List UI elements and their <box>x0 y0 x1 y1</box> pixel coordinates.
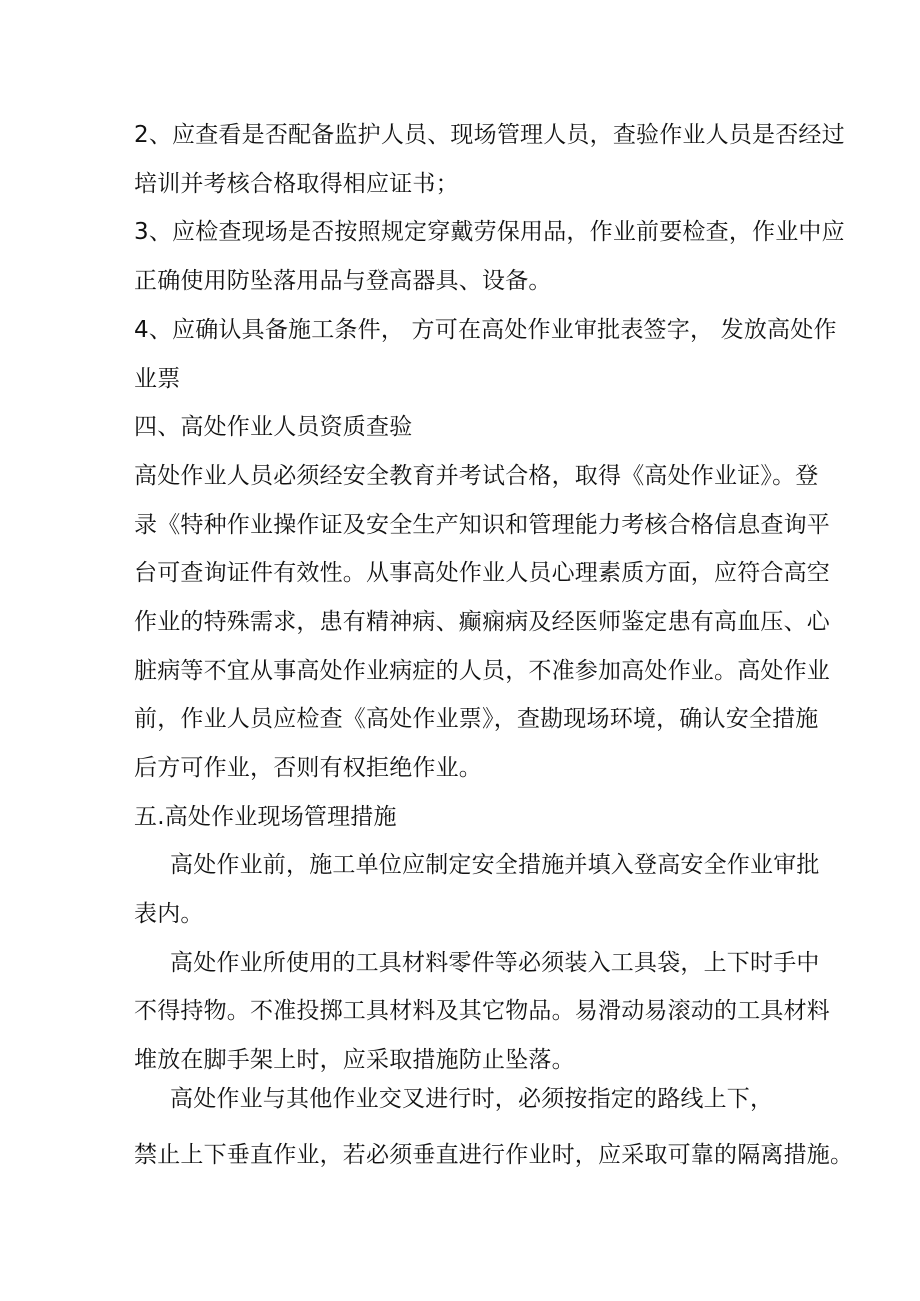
text-line: 4、应确认具备施工条件， 方可在高处作业审批表签字， 发放高处作 <box>134 317 837 343</box>
text-line: 后方可作业，否则有权拒绝作业。 <box>134 755 482 781</box>
section-heading: 四、高处作业人员资质查验 <box>134 414 413 440</box>
text-line: 正确使用防坠落用品与登高器具、设备。 <box>134 268 552 294</box>
text-line: 3、应检查现场是否按照规定穿戴劳保用品，作业前要检查，作业中应 <box>134 219 845 245</box>
text-line: 作业的特殊需求，患有精神病、癫痫病及经医师鉴定患有高血压、心 <box>134 609 830 635</box>
text-line: 高处作业人员必须经安全教育并考试合格，取得《高处作业证》。登 <box>134 463 819 489</box>
text-line: 2、应查看是否配备监护人员、现场管理人员，查验作业人员是否经过 <box>134 122 845 148</box>
text-line: 禁止上下垂直作业，若必须垂直进行作业时，应采取可靠的隔离措施。 <box>134 1142 854 1168</box>
text-line: 高处作业所使用的工具材料零件等必须装入工具袋，上下时手中 <box>170 950 820 976</box>
section-heading: 五.高处作业现场管理措施 <box>134 804 397 830</box>
text-line: 培训并考核合格取得相应证书； <box>134 171 459 197</box>
text-line: 高处作业与其他作业交叉进行时，必须按指定的路线上下， <box>170 1086 774 1112</box>
text-line: 表内。 <box>134 901 204 927</box>
text-line: 不得持物。不准投掷工具材料及其它物品。易滑动易滚动的工具材料 <box>134 998 830 1024</box>
text-line: 台可查询证件有效性。从事高处作业人员心理素质方面，应符合高空 <box>134 560 830 586</box>
text-line: 堆放在脚手架上时，应采取措施防止坠落。 <box>134 1047 575 1073</box>
text-line: 脏病等不宜从事高处作业病症的人员，不准参加高处作业。高处作业 <box>134 658 830 684</box>
text-line: 录《特种作业操作证及安全生产知识和管理能力考核合格信息查询平 <box>134 512 830 538</box>
text-line: 前，作业人员应检查《高处作业票》，查勘现场环境，确认安全措施 <box>134 706 819 732</box>
text-line: 高处作业前，施工单位应制定安全措施并填入登高安全作业审批 <box>170 852 820 878</box>
text-line: 业票 <box>134 366 181 392</box>
